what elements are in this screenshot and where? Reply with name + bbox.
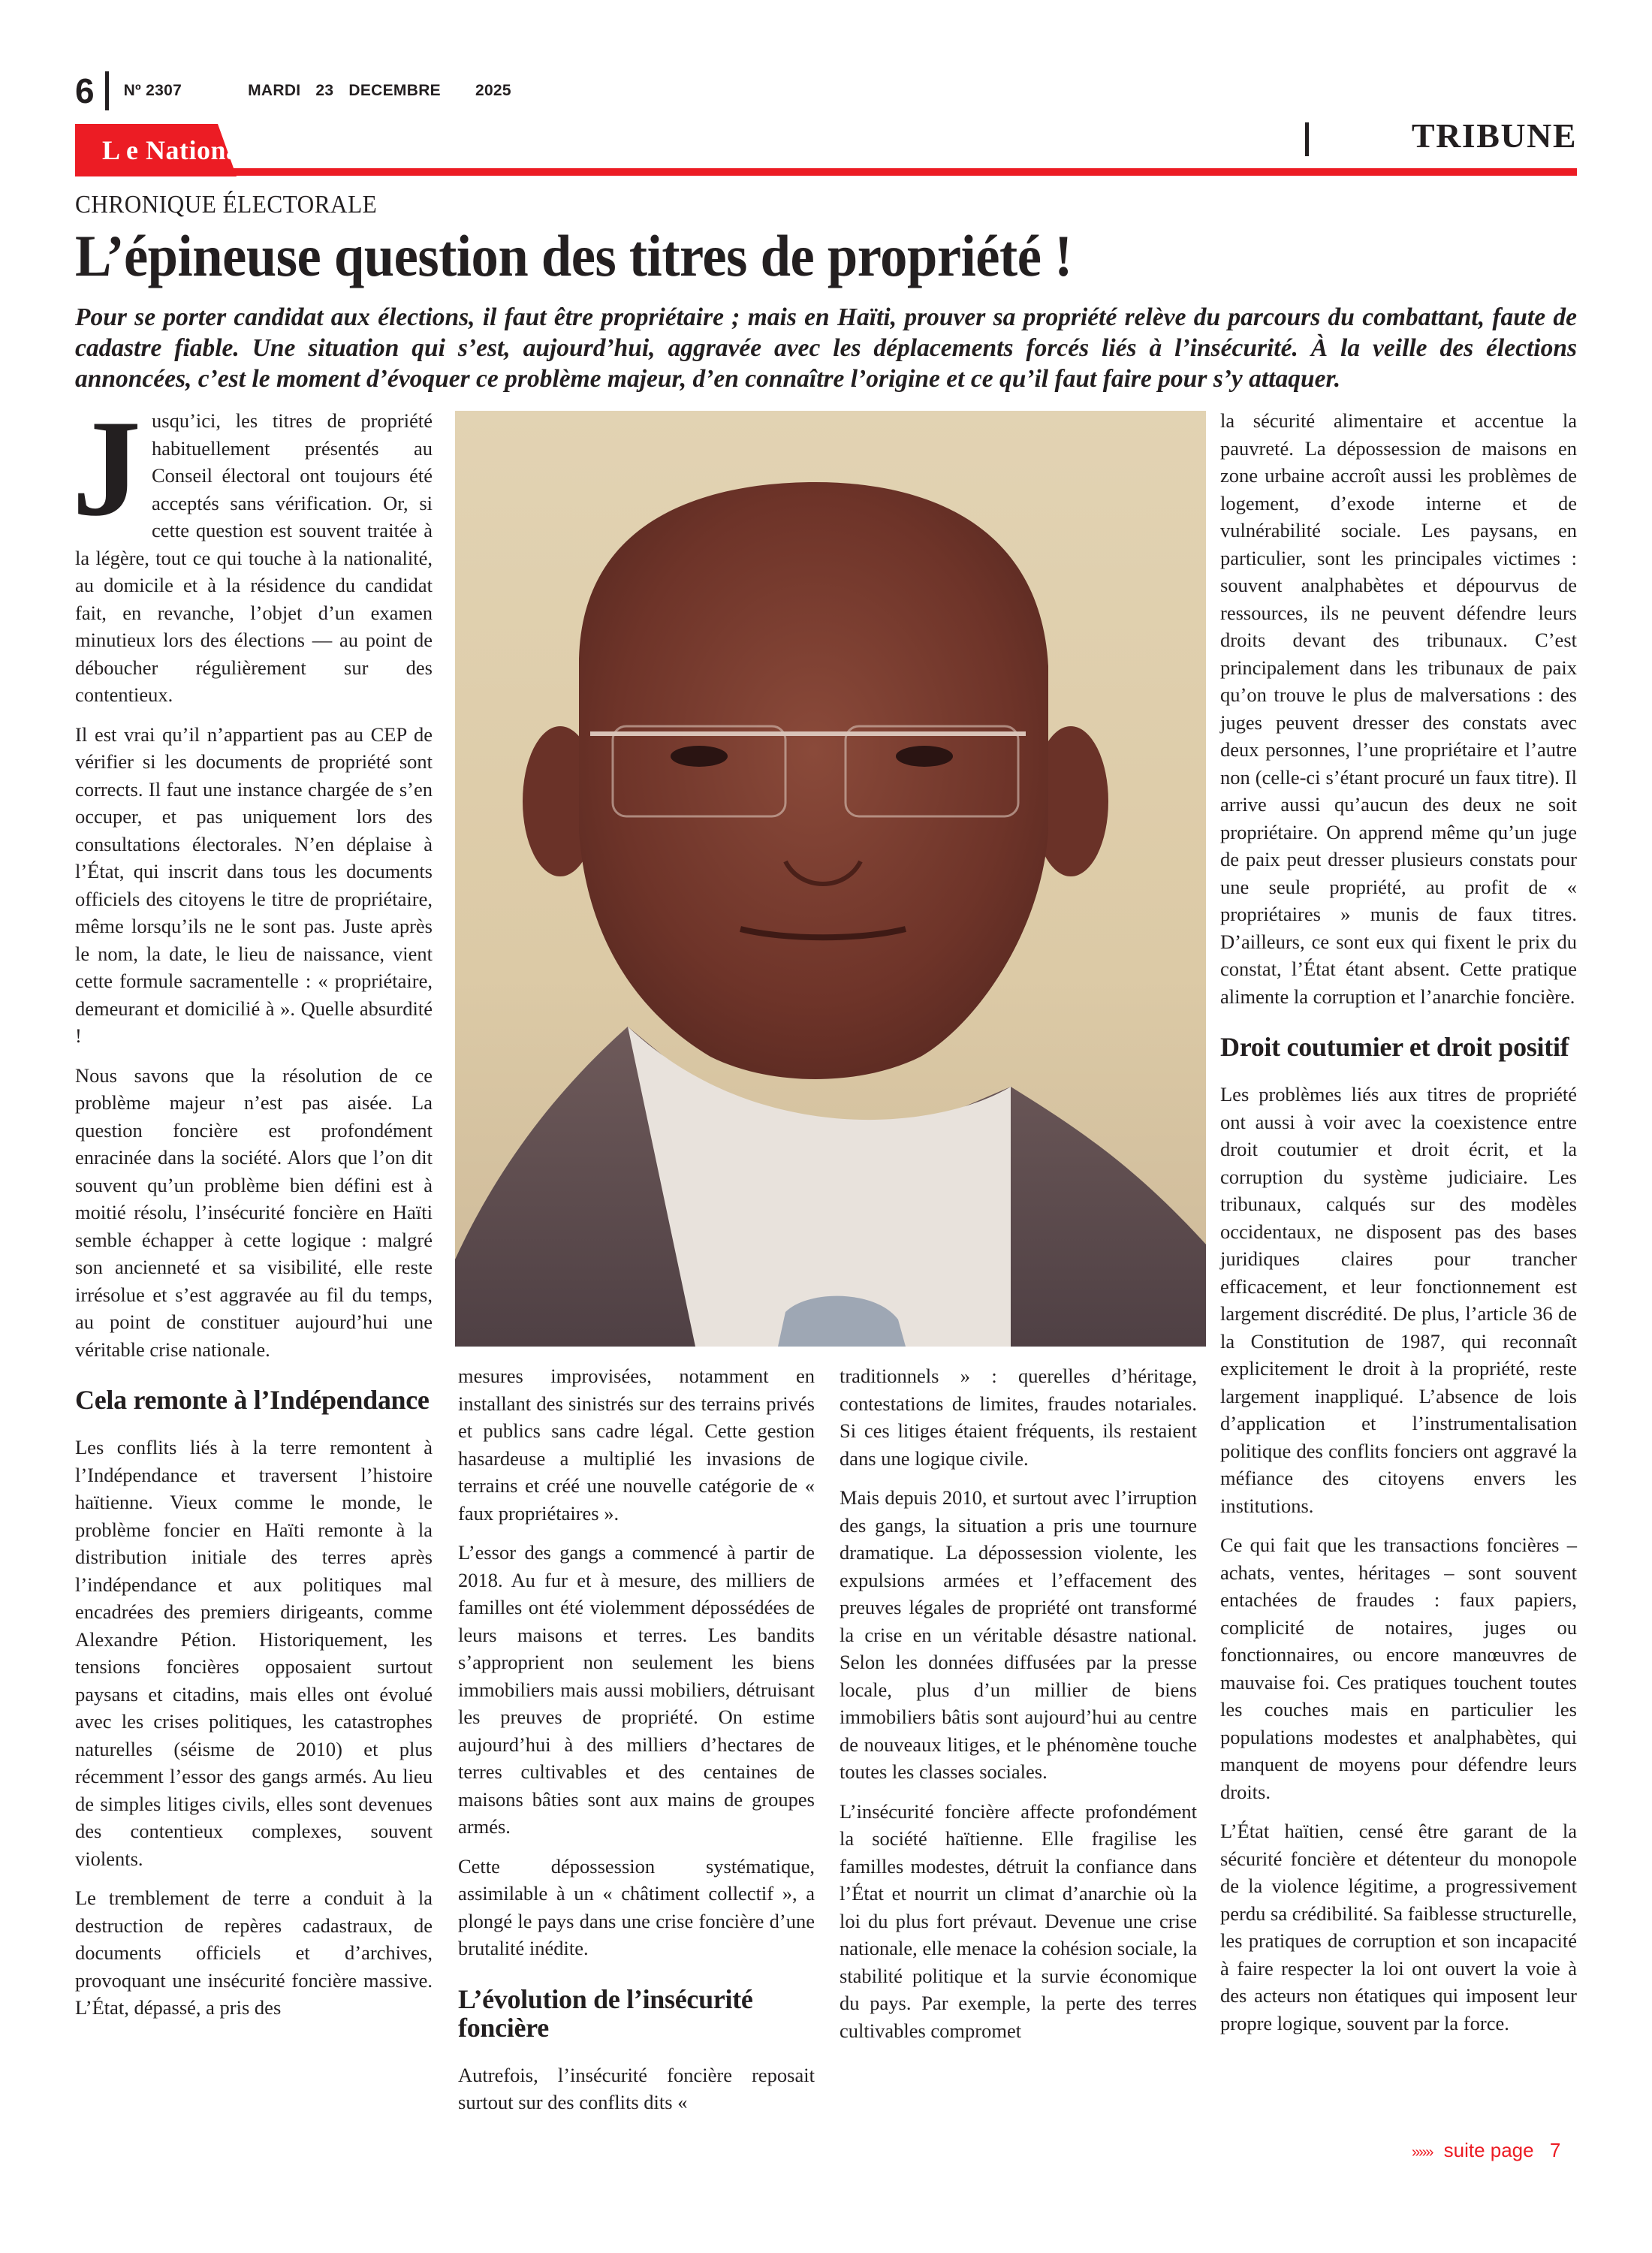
issue-year: 2025 xyxy=(475,82,511,99)
article-column-1 xyxy=(72,391,433,2022)
article-column-4 xyxy=(1220,407,1577,2049)
article-column-3 xyxy=(840,1362,1197,2056)
paragraph: Cette dépossession systématique, assimilable à un « châtiment collectif », a plongé le pays dans une crise foncière d’une brutalité inédite. xyxy=(458,1854,815,1959)
continued-on-page[interactable] xyxy=(1412,2139,1560,2162)
article-standfirst: Pour se porter candidat aux élections, il faut être propriétaire ; mais en Haïti, prouver sa propriété relève du parcours du combattant, faute de cadastre fiable. Une situation qui s’est, aujourd’hui, aggravée avec les déplacements forcés liés à l’insécurité. À la veille des élections annoncées, c’est le moment d’évoquer ce problème majeur, d’en connaître l’origine et ce qu’il faut faire pour s’y attaquer. xyxy=(75,303,1577,393)
section-title: TRIBUNE xyxy=(1411,116,1577,155)
paragraph: Mais depuis 2010, et surtout avec l’irruption des gangs, la situation a pris une tournure dramatique. La dépossession violente, les expulsions armées et l’effacement des preuves légales de propriété ont transformé la crise en un véritable désastre national. Selon les données diffusées par la presse locale, plus d’un millier de biens immobiliers bâtis sont aujourd’hui au centre de nouveaux litiges, et le phénomène touche toutes les classes sociales. xyxy=(840,1486,1197,1783)
issue-day: MARDI xyxy=(248,82,301,99)
paragraph: Ce qui fait que les transactions foncières – achats, ventes, héritages – sont souvent entachées de fraudes : faux papiers, complicité de notaires, juges ou fonctionnaires, ou encore manœuvres de mauvaise foi. Ces pratiques touchent toutes les couches mais en particulier les populations modestes et analphabètes, qui manquent de moyens pour défendre leurs droits. xyxy=(1220,1534,1577,1803)
paragraph: traditionnels » : querelles d’héritage, contestations de limites, fraudes notariales. Si ces litiges étaient fréquents, ils restaient dans une logique civile. xyxy=(840,1365,1197,1470)
subheading: L’évolution de l’insécurité foncière xyxy=(458,1983,753,2043)
continue-arrows-icon: »»» xyxy=(1412,2144,1433,2161)
masthead-rule xyxy=(75,168,1577,176)
masthead-band xyxy=(75,124,1577,178)
paragraph: Autrefois, l’insécurité foncière reposait surtout sur des conflits dits « xyxy=(458,2063,815,2113)
issue-date: 23 xyxy=(315,82,334,99)
folio-divider xyxy=(105,71,109,110)
page-number: 6 xyxy=(75,71,95,110)
subheading: Droit coutumier et droit positif xyxy=(1220,1032,1569,1062)
article-column-2 xyxy=(458,1362,815,2128)
paragraph: mesures improvisées, notamment en installant des sinistrés sur des terrains privés et publics sans cadre légal. Cette gestion hasardeuse a multiplié les invasions de terrains et créé une nouvelle catégorie de « faux propriétaires ». xyxy=(458,1365,815,1525)
author-photo xyxy=(455,411,1206,1347)
article-headline: L’épineuse question des titres de propriété ! xyxy=(75,223,1072,288)
drop-cap: J xyxy=(72,391,141,544)
issue-number: Nº 2307 xyxy=(123,82,182,99)
paragraph: Le tremblement de terre a conduit à la destruction de repères cadastraux, de documents officiels et d’archives, provoquant une insécurité foncière massive. L’État, dépassé, a pris des xyxy=(75,1887,433,2019)
paragraph: Nous savons que la résolution de ce problème majeur n’est pas aisée. La question foncière est profondément enracinée dans la société. Alors que l’on dit souvent qu’un problème bien défini est à moitié résolu, l’insécurité foncière en Haïti semble échapper à cette logique : malgré son ancienneté et sa visibilité, elle reste irrésolue et s’est aggravée au fil du temps, au point de constituer aujourd’hui une véritable crise nationale. xyxy=(75,1063,433,1361)
paragraph: Les problèmes liés aux titres de propriété ont aussi à voir avec la coexistence entre droit coutumier et droit écrit, et la corruption du système judiciaire. Les tribunaux, calqués sur des modèles occidentaux, ne disposent pas des bases juridiques claires pour trancher efficacement, et leur fonctionnement est largement discrédité. De plus, l’article 36 de la Constitution de 1987, qui reconnaît explicitement le droit à la propriété, reste largement inappliqué. L’absence de lois d’application et l’instrumentalisation politique des conflits fonciers ont aggravé la méfiance des citoyens envers les institutions. xyxy=(1220,1083,1577,1517)
article-kicker: CHRONIQUE ÉLECTORALE xyxy=(75,191,378,219)
continue-label: suite page xyxy=(1443,2139,1534,2161)
paragraph: L’État haïtien, censé être garant de la sécurité foncière et détenteur du monopole de la violence légitime, a progressivement perdu sa crédibilité. Sa faiblesse structurelle, les pratiques de corruption et son incapacité à faire respecter la loi ont ouvert la voie à des acteurs non étatiques qui imposent leur propre logique, souvent par la force. xyxy=(1220,1820,1577,2034)
subheading: Cela remonte à l’Indépendance xyxy=(75,1385,430,1415)
newspaper-logo: L e National xyxy=(102,135,249,165)
paragraph: Il est vrai qu’il n’appartient pas au CEP de vérifier si les documents de propriété sont corrects. Il faut une instance chargée de s’en occuper, et pas uniquement lors des consultations électorales. N’en déplaise à l’État, qui inscrit dans tous les documents officiels des citoyens le titre de propriétaire, même lorsqu’ils ne le sont pas. Juste après le nom, la date, le lieu de naissance, vient cette formule sacramentelle : « propriétaire, demeurant et domicilié à ». Quelle absurdité ! xyxy=(75,722,433,1047)
paragraph-text: usqu’ici, les titres de propriété habituellement présentés au Conseil électoral ont toujours été acceptés sans vérification. Or, si cette question est souvent traitée à la légère, tout ce qui touche à la nationalité, au domicile et à la résidence du candidat fait, en revanche, l’objet d’un examen minutieux lors des élections — au point de déboucher régulièrement sur des contentieux. xyxy=(75,409,433,706)
page-folio xyxy=(75,72,511,110)
portrait-illustration xyxy=(455,411,1206,1347)
paragraph: L’essor des gangs a commencé à partir de 2018. Au fur et à mesure, des milliers de familles ont été violemment dépossédées de leurs maisons et terres. Les bandits s’approprient non seulement les biens immobiliers mais aussi mobiliers, détruisant les preuves de propriété. On estime aujourd’hui à des milliers d’hectares de terres cultivables et des centaines de maisons bâties sont aux mains de groupes armés. xyxy=(458,1541,815,1838)
continue-page-number: 7 xyxy=(1549,2139,1561,2161)
paragraph: L’insécurité foncière affecte profondément la société haïtienne. Elle fragilise les familles modestes, détruit la confiance dans l’État et nourrit un climat d’anarchie où la loi du plus fort prévaut. Devenue une crise nationale, elle menace la cohésion sociale, la stabilité politique et la survie économique du pays. Par exemple, la perte des terres cultivables compromet xyxy=(840,1799,1197,2042)
paragraph: la sécurité alimentaire et accentue la pauvreté. La dépossession de maisons en zone urbaine accroît aussi les problèmes de logement, d’exode interne et de vulnérabilité sociale. Les paysans, en particulier, sont les principales victimes : souvent analphabètes et dépourvus de ressources, ils ne peuvent défendre leurs droits devant des tribunaux. C’est principalement dans les tribunaux de paix qu’on trouve le plus de malversations : des juges peuvent dresser des constats avec deux personnes, l’une propriétaire et l’autre non (celle-ci s’étant procuré un faux titre). Il arrive aussi qu’aucun des deux ne soit propriétaire. On apprend même qu’un juge de paix peut dresser plusieurs constats pour une seule propriété, au profit de « propriétaires » munis de faux titres. D’ailleurs, ce sont eux qui fixent le prix du constat, l’État étant absent. Cette pratique alimente la corruption et l’anarchie foncière. xyxy=(1220,409,1577,1008)
section-divider xyxy=(1305,122,1309,156)
paragraph xyxy=(72,391,433,709)
issue-month: DECEMBRE xyxy=(348,82,441,99)
paragraph: Les conflits liés à la terre remontent à l’Indépendance et traversent l’histoire haïtienne. Vieux comme le monde, le problème foncier en Haïti remonte à la distribution initiale des terres après l’indépendance et aux politiques mal encadrées des premiers dirigeants, comme Alexandre Pétion. Historiquement, les tensions foncières opposaient surtout paysans et citadins, mais elles ont évolué avec les crises politiques, les catastrophes naturelles (séisme de 2010) et plus récemment l’essor des gangs armés. Au lieu de simples litiges civils, elles sont devenues des contentieux complexes, souvent violents. xyxy=(75,1436,433,1870)
